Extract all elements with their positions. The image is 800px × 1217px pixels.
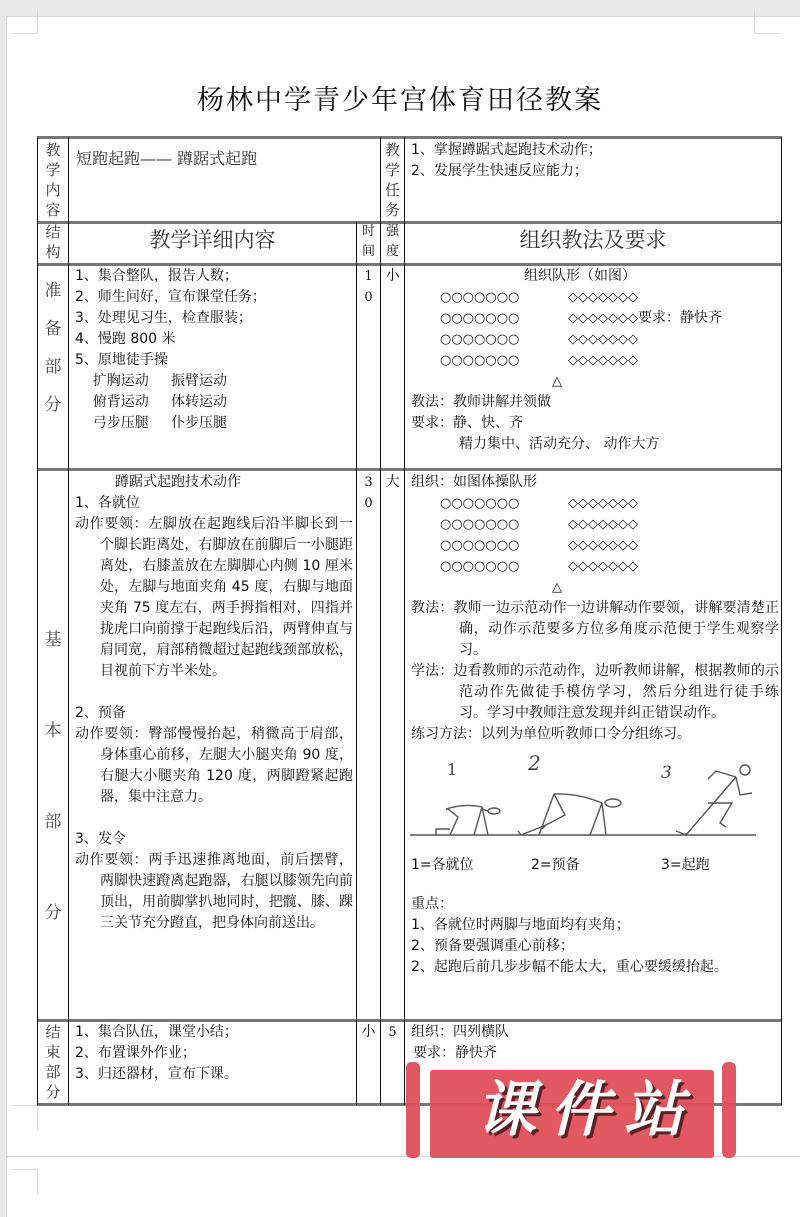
prep-time: 1 0 [364, 269, 373, 305]
end-time: 5 [388, 1025, 397, 1040]
basic-content [75, 472, 353, 934]
basic-time: 3 0 [364, 475, 373, 511]
student-diamonds: ◇◇◇◇◇◇◇ [568, 332, 638, 347]
watermark-stamp [402, 1062, 750, 1158]
figure-caption: 1=各就位 [411, 857, 474, 873]
figure-caption: 2=预备 [531, 857, 580, 873]
formation-row [411, 308, 779, 329]
prep-requirement: 要求：静、快、齐 [411, 415, 523, 431]
key-point: 2、预备要强调重心前移； [411, 938, 574, 954]
student-diamonds: ◇◇◇◇◇◇◇ [568, 353, 638, 368]
figure-number: 3 [661, 763, 672, 783]
step-title: 1、各就位 [75, 495, 140, 511]
student-diamonds: ◇◇◇◇◇◇◇ [568, 496, 638, 511]
student-diamonds: ◇◇◇◇◇◇◇ [568, 538, 638, 553]
teacher-triangle-icon: △ [552, 580, 562, 595]
prep-item: 2、师生问好，宣布课堂任务； [75, 289, 266, 305]
formation-row [411, 514, 779, 535]
formation-diagram [411, 493, 779, 598]
prep-method [411, 266, 779, 455]
prep-item: 5、原地徒手操 [75, 352, 168, 368]
formation-note: 要求：静快齐 [637, 310, 722, 326]
prep-item: 3、处理见习生，检查服装； [75, 310, 252, 326]
prep-content [75, 266, 355, 434]
formation-row [411, 535, 779, 556]
basic-organization: 组织：如图体操队形 [411, 474, 537, 490]
basic-heading: 蹲踞式起跑技术动作 [115, 474, 241, 490]
student-circles: ○○○○○○○ [440, 559, 520, 574]
basic-teaching: 教法：教师一边示范动作一边讲解动作要领，讲解要清楚正确，动作示范要多方位多角度示范便于学生观察学习。 [411, 600, 779, 658]
prep-teaching: 教法：教师讲解并领做 [411, 394, 551, 410]
formation-row [411, 329, 779, 350]
prep-label-text: 准备部分 [44, 281, 62, 415]
figure-go [676, 765, 752, 835]
figure-on-your-marks [436, 805, 500, 835]
end-content [75, 1022, 355, 1085]
student-circles: ○○○○○○○ [440, 517, 520, 532]
content-label: 教学内容 [45, 141, 61, 219]
basic-label [38, 595, 68, 959]
crop-mark-top-left [13, 9, 38, 34]
prep-item: 俯背运动 体转运动 [75, 394, 228, 410]
formation-title: 组织队形（如图） [524, 268, 636, 284]
formation-row [411, 350, 779, 371]
step-text: 动作要领：两手迅速推离地面，前后摆臂，两脚快速蹬离起跑器，右腿以膝领先向前顶出，用前脚掌扒地同时，把髋、膝、踝三关节充分蹬直，把身体向前送出。 [75, 852, 353, 931]
student-circles: ○○○○○○○ [440, 538, 520, 553]
end-item: 2、布置课外作业； [75, 1045, 196, 1061]
key-points-title: 重点： [411, 896, 453, 912]
task-item: 2、发展学生快速反应能力； [411, 163, 588, 179]
task-item: 1、掌握蹲踞式起跑技术动作； [411, 142, 602, 158]
formation-row [411, 493, 779, 514]
formation-row [411, 287, 779, 308]
prep-label [38, 272, 68, 424]
student-circles: ○○○○○○○ [440, 353, 520, 368]
header-structure: 结构 [45, 223, 61, 261]
document-title: 杨林中学青少年宫体育田径教案 [197, 85, 603, 116]
start-position-figure [411, 751, 779, 857]
basic-intensity: 大 [385, 474, 400, 490]
header-method: 组织教法及要求 [519, 228, 667, 252]
student-circles: ○○○○○○○ [440, 311, 520, 326]
end-item: 3、归还器材，宣布下课。 [75, 1066, 238, 1082]
prep-item: 弓步压腿 仆步压腿 [75, 415, 228, 431]
teacher-triangle-icon: △ [552, 374, 562, 389]
formation-diagram [411, 287, 779, 392]
header-time: 时间 [361, 224, 375, 259]
figure-caption: 3=起跑 [661, 857, 710, 873]
crop-mark-bottom-left [13, 1105, 38, 1130]
formation-row [411, 556, 779, 577]
end-label-text: 结束部分 [45, 1023, 61, 1101]
student-diamonds: ◇◇◇◇◇◇◇ [568, 517, 638, 532]
task-list [411, 140, 777, 182]
header-detail: 教学详细内容 [149, 228, 276, 252]
student-diamonds: ◇◇◇◇◇◇◇ [568, 559, 638, 574]
task-label: 教学任务 [385, 141, 401, 219]
prep-item: 1、集合整队，报告人数； [75, 268, 238, 284]
end-item: 1、集合队伍，课堂小结； [75, 1024, 238, 1040]
step-title: 3、发令 [75, 831, 126, 847]
student-circles: ○○○○○○○ [440, 496, 520, 511]
figure-set [518, 794, 621, 835]
crop-mark-next-page [13, 1169, 38, 1194]
step-title: 2、预备 [75, 705, 126, 721]
end-requirement: 要求：静快齐 [413, 1045, 497, 1061]
stick-figures [410, 751, 778, 857]
student-circles: ○○○○○○○ [440, 290, 520, 305]
key-point: 1、各就位时两脚与地面均有夹角； [411, 917, 630, 933]
header-intensity: 强度 [385, 224, 399, 259]
prep-item: 扩胸运动 振臂运动 [75, 373, 228, 389]
figure-number: 2 [528, 751, 541, 775]
key-point: 2、起跑后前几步步幅不能太大，重心要缓缓抬起。 [411, 959, 728, 975]
end-intensity: 小 [361, 1024, 376, 1040]
student-diamonds: ◇◇◇◇◇◇◇ [568, 311, 638, 326]
prep-item: 4、慢跑 800 米 [75, 331, 176, 347]
content-value: 短跑起跑—— 蹲踞式起跑 [76, 149, 258, 168]
next-page [6, 1156, 800, 1217]
basic-learning: 学法：边看教师的示范动作，边听教师讲解，根据教师的示范动作先做徒手模仿学习，然后分组进行徒手练习。学习中教师注意发现并纠正错误动作。 [411, 663, 779, 721]
watermark-text: 课件站 [476, 1075, 698, 1145]
step-text: 动作要领：左脚放在起跑线后沿半脚长到一个脚长距离处，右脚放在前脚后一小腿距离处，右膝盖放在左脚脚心内侧 10 厘米处，左脚与地面夹角 45 度，右脚与地面夹角 75 度左右，两手拇指相对，四指并拢虎口向前撑于起跑线后沿，两臂伸直与肩同宽，肩部稍微超过起跑线颈部放松，目视前下方半米处。 [75, 516, 353, 679]
prep-intensity: 小 [385, 268, 400, 284]
basic-method [411, 472, 779, 978]
figure-captions [411, 855, 779, 876]
basic-practice: 练习方法：以列为单位听教师口令分组练习。 [411, 726, 691, 742]
end-organization: 组织：四列横队 [411, 1024, 509, 1040]
figure-number: 1 [447, 760, 458, 779]
end-label [38, 1022, 68, 1102]
student-diamonds: ◇◇◇◇◇◇◇ [568, 290, 638, 305]
student-circles: ○○○○○○○ [440, 332, 520, 347]
crop-mark-top-right [754, 9, 779, 34]
basic-label-text: 基本部分 [44, 630, 62, 923]
step-text: 动作要领：臀部慢慢抬起，稍微高于肩部，身体重心前移，左腿大小腿夹角 90 度，右腿大小腿夹角 120 度，两脚蹬紧起跑器，集中注意力。 [75, 726, 353, 805]
end-method [411, 1022, 779, 1064]
prep-requirement-detail: 精力集中、活动充分、 动作大方 [459, 436, 660, 452]
